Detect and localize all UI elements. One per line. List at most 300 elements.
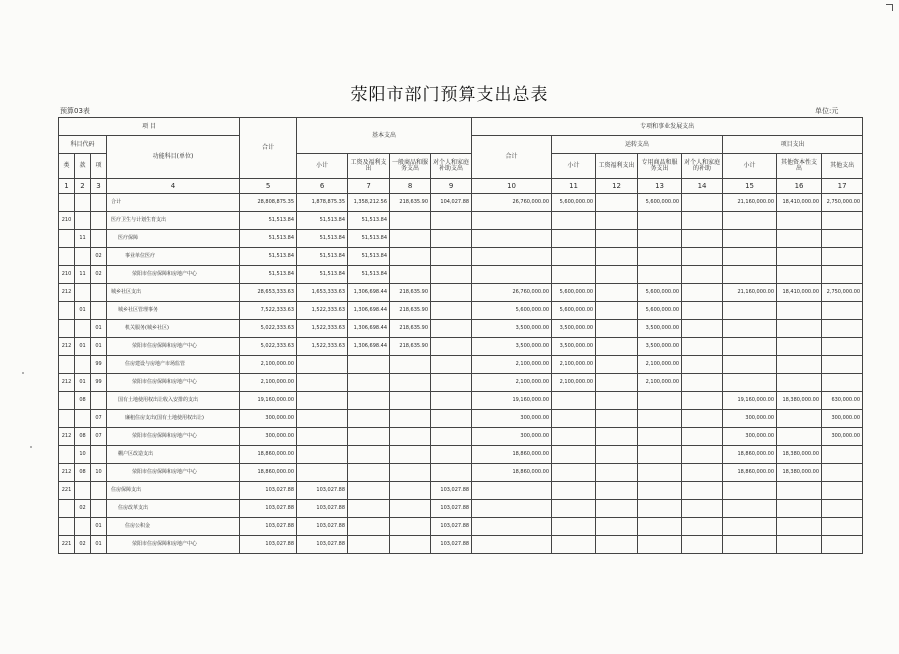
op-subsidy-cell	[682, 428, 723, 446]
code-kuan: 08	[75, 392, 91, 410]
op-goods-cell	[638, 536, 682, 554]
code-xiang: 99	[91, 356, 107, 374]
header-basic-salary: 工资及福利支出	[348, 154, 390, 179]
op-goods-cell: 3,500,000.00	[638, 338, 682, 356]
proj-capital-cell: 18,410,000.00	[777, 284, 822, 302]
code-xiang: 01	[91, 518, 107, 536]
proj-capital-cell	[777, 482, 822, 500]
scan-dot	[30, 446, 32, 448]
code-xiang: 01	[91, 536, 107, 554]
item-name: 医疗保障	[107, 230, 240, 248]
proj-subtotal-cell: 300,000.00	[723, 428, 777, 446]
op-subtotal-cell	[552, 464, 596, 482]
proj-other-cell	[822, 536, 863, 554]
op-subsidy-cell	[682, 230, 723, 248]
basic-subtotal-cell: 51,513.84	[297, 230, 348, 248]
basic-goods-cell	[390, 266, 431, 284]
total-cell: 300,000.00	[240, 428, 297, 446]
proj-capital-cell: 18,380,000.00	[777, 446, 822, 464]
basic-goods-cell	[390, 374, 431, 392]
code-lei: 212	[59, 464, 75, 482]
code-kuan: 01	[75, 374, 91, 392]
code-xiang: 99	[91, 374, 107, 392]
header-lei: 类	[59, 154, 75, 179]
item-name: 合计	[107, 194, 240, 212]
op-salary-cell	[596, 230, 638, 248]
code-kuan	[75, 320, 91, 338]
proj-subtotal-cell	[723, 248, 777, 266]
proj-subtotal-cell: 21,160,000.00	[723, 194, 777, 212]
code-lei	[59, 302, 75, 320]
item-name: 医疗卫生与计划生育支出	[107, 212, 240, 230]
code-xiang	[91, 284, 107, 302]
total-cell: 51,513.84	[240, 212, 297, 230]
special-total-cell: 300,000.00	[472, 410, 552, 428]
column-index-cell: 10	[472, 179, 552, 194]
item-name: 住房改革支出	[107, 500, 240, 518]
item-name: 棚户区改造支出	[107, 446, 240, 464]
op-goods-cell	[638, 266, 682, 284]
basic-salary-cell	[348, 536, 390, 554]
basic-goods-cell: 218,635.90	[390, 320, 431, 338]
table-row	[59, 248, 863, 266]
code-kuan: 01	[75, 302, 91, 320]
op-subsidy-cell	[682, 248, 723, 266]
basic-subtotal-cell: 103,027.88	[297, 536, 348, 554]
basic-salary-cell	[348, 464, 390, 482]
item-name: 住房保障支出	[107, 482, 240, 500]
code-xiang: 01	[91, 320, 107, 338]
special-total-cell: 300,000.00	[472, 428, 552, 446]
basic-salary-cell: 1,358,212.56	[348, 194, 390, 212]
proj-other-cell	[822, 302, 863, 320]
proj-subtotal-cell	[723, 230, 777, 248]
column-index-cell: 5	[240, 179, 297, 194]
op-subsidy-cell	[682, 536, 723, 554]
op-subsidy-cell	[682, 284, 723, 302]
op-subsidy-cell	[682, 500, 723, 518]
proj-capital-cell	[777, 428, 822, 446]
basic-subsidy-cell: 103,027.88	[431, 536, 472, 554]
op-goods-cell	[638, 446, 682, 464]
basic-salary-cell: 51,513.84	[348, 266, 390, 284]
column-index-cell: 1	[59, 179, 75, 194]
header-unit-name: 功能科目(单位)	[107, 136, 240, 179]
header-basic-goods: 一般商品和服务支出	[390, 154, 431, 179]
proj-subtotal-cell	[723, 266, 777, 284]
item-name: 荥阳市住房保障和房地产中心	[107, 338, 240, 356]
code-kuan	[75, 518, 91, 536]
scan-dot	[22, 372, 24, 374]
basic-salary-cell	[348, 428, 390, 446]
total-cell: 2,100,000.00	[240, 356, 297, 374]
total-cell: 300,000.00	[240, 410, 297, 428]
proj-capital-cell	[777, 536, 822, 554]
table-row	[59, 266, 863, 284]
code-kuan: 01	[75, 338, 91, 356]
op-subtotal-cell	[552, 410, 596, 428]
total-cell: 103,027.88	[240, 536, 297, 554]
proj-other-cell	[822, 212, 863, 230]
basic-subsidy-cell	[431, 320, 472, 338]
op-goods-cell: 2,100,000.00	[638, 356, 682, 374]
basic-subsidy-cell	[431, 248, 472, 266]
proj-capital-cell	[777, 248, 822, 266]
code-lei: 212	[59, 338, 75, 356]
op-subtotal-cell	[552, 482, 596, 500]
basic-subsidy-cell	[431, 374, 472, 392]
basic-salary-cell	[348, 410, 390, 428]
basic-goods-cell	[390, 428, 431, 446]
basic-subsidy-cell: 103,027.88	[431, 482, 472, 500]
code-kuan: 08	[75, 428, 91, 446]
item-name: 住房建设与房地产市场监管	[107, 356, 240, 374]
op-salary-cell	[596, 284, 638, 302]
code-xiang	[91, 446, 107, 464]
total-cell: 7,522,333.63	[240, 302, 297, 320]
table-row	[59, 446, 863, 464]
code-lei	[59, 356, 75, 374]
table-row	[59, 212, 863, 230]
basic-goods-cell: 218,635.90	[390, 302, 431, 320]
basic-salary-cell	[348, 374, 390, 392]
special-total-cell	[472, 248, 552, 266]
basic-subtotal-cell: 1,522,333.63	[297, 338, 348, 356]
op-goods-cell	[638, 230, 682, 248]
basic-salary-cell	[348, 392, 390, 410]
op-subsidy-cell	[682, 266, 723, 284]
header-kuan: 款	[75, 154, 91, 179]
basic-subsidy-cell	[431, 338, 472, 356]
proj-subtotal-cell	[723, 302, 777, 320]
code-lei	[59, 392, 75, 410]
basic-goods-cell	[390, 482, 431, 500]
total-cell: 103,027.88	[240, 500, 297, 518]
code-xiang	[91, 392, 107, 410]
column-index-row	[59, 179, 863, 194]
code-lei	[59, 500, 75, 518]
header-subject-code: 科目代码	[59, 136, 107, 154]
op-subtotal-cell: 5,600,000.00	[552, 302, 596, 320]
op-salary-cell	[596, 320, 638, 338]
op-goods-cell: 5,600,000.00	[638, 284, 682, 302]
code-kuan: 11	[75, 266, 91, 284]
item-name: 事业单位医疗	[107, 248, 240, 266]
column-index-cell: 3	[91, 179, 107, 194]
code-lei: 221	[59, 536, 75, 554]
proj-subtotal-cell: 19,160,000.00	[723, 392, 777, 410]
basic-subsidy-cell	[431, 446, 472, 464]
basic-goods-cell: 218,635.90	[390, 194, 431, 212]
basic-subtotal-cell: 51,513.84	[297, 248, 348, 266]
special-total-cell	[472, 482, 552, 500]
basic-subsidy-cell	[431, 266, 472, 284]
basic-subtotal-cell: 103,027.88	[297, 500, 348, 518]
op-subsidy-cell	[682, 482, 723, 500]
item-name: 荥阳市住房保障和房地产中心	[107, 536, 240, 554]
special-total-cell: 5,600,000.00	[472, 302, 552, 320]
column-index-cell: 4	[107, 179, 240, 194]
proj-capital-cell	[777, 500, 822, 518]
code-lei: 212	[59, 374, 75, 392]
proj-other-cell: 300,000.00	[822, 410, 863, 428]
proj-subtotal-cell	[723, 518, 777, 536]
proj-subtotal-cell: 21,160,000.00	[723, 284, 777, 302]
special-total-cell: 18,860,000.00	[472, 464, 552, 482]
op-salary-cell	[596, 302, 638, 320]
table-row	[59, 392, 863, 410]
code-xiang	[91, 482, 107, 500]
basic-subsidy-cell	[431, 428, 472, 446]
proj-other-cell	[822, 320, 863, 338]
basic-subtotal-cell: 103,027.88	[297, 482, 348, 500]
basic-goods-cell	[390, 230, 431, 248]
op-subsidy-cell	[682, 464, 723, 482]
code-xiang	[91, 194, 107, 212]
proj-other-cell: 300,000.00	[822, 428, 863, 446]
item-name: 廉租住房支出(国有土地使用权出让)	[107, 410, 240, 428]
basic-salary-cell: 51,513.84	[348, 230, 390, 248]
op-goods-cell: 3,500,000.00	[638, 320, 682, 338]
op-salary-cell	[596, 392, 638, 410]
special-total-cell: 26,760,000.00	[472, 194, 552, 212]
proj-other-cell	[822, 356, 863, 374]
basic-subtotal-cell: 1,878,875.35	[297, 194, 348, 212]
column-index-cell: 7	[348, 179, 390, 194]
total-cell: 5,022,333.63	[240, 338, 297, 356]
basic-subtotal-cell	[297, 446, 348, 464]
op-goods-cell: 5,600,000.00	[638, 194, 682, 212]
basic-goods-cell	[390, 356, 431, 374]
proj-other-cell	[822, 230, 863, 248]
basic-subsidy-cell	[431, 212, 472, 230]
column-index-cell: 2	[75, 179, 91, 194]
header-op-salary: 工资福利支出	[596, 154, 638, 179]
code-kuan	[75, 212, 91, 230]
basic-subtotal-cell: 103,027.88	[297, 518, 348, 536]
total-cell: 19,160,000.00	[240, 392, 297, 410]
proj-other-cell: 630,000.00	[822, 392, 863, 410]
basic-subsidy-cell: 103,027.88	[431, 518, 472, 536]
code-lei	[59, 194, 75, 212]
total-cell: 51,513.84	[240, 266, 297, 284]
basic-goods-cell	[390, 392, 431, 410]
op-goods-cell	[638, 518, 682, 536]
table-row	[59, 374, 863, 392]
code-kuan	[75, 284, 91, 302]
proj-capital-cell	[777, 266, 822, 284]
code-lei	[59, 230, 75, 248]
table-row	[59, 194, 863, 212]
total-cell: 18,860,000.00	[240, 464, 297, 482]
basic-goods-cell	[390, 518, 431, 536]
basic-subtotal-cell	[297, 356, 348, 374]
item-name: 荥阳市住房保障和房地产中心	[107, 464, 240, 482]
basic-goods-cell	[390, 212, 431, 230]
proj-other-cell	[822, 500, 863, 518]
header-op-goods: 专用商品和服务支出	[638, 154, 682, 179]
proj-other-cell: 2,750,000.00	[822, 284, 863, 302]
op-subsidy-cell	[682, 302, 723, 320]
proj-other-cell	[822, 482, 863, 500]
basic-salary-cell	[348, 518, 390, 536]
basic-subsidy-cell	[431, 356, 472, 374]
basic-salary-cell	[348, 482, 390, 500]
code-kuan: 02	[75, 500, 91, 518]
table-row	[59, 284, 863, 302]
special-total-cell	[472, 230, 552, 248]
header-basic-expenditure: 基本支出	[297, 118, 472, 154]
code-lei	[59, 446, 75, 464]
total-cell: 18,860,000.00	[240, 446, 297, 464]
proj-subtotal-cell	[723, 500, 777, 518]
total-cell: 2,100,000.00	[240, 374, 297, 392]
code-kuan	[75, 410, 91, 428]
op-salary-cell	[596, 338, 638, 356]
proj-capital-cell	[777, 230, 822, 248]
proj-other-cell	[822, 446, 863, 464]
total-cell: 103,027.88	[240, 518, 297, 536]
basic-salary-cell	[348, 356, 390, 374]
op-goods-cell	[638, 464, 682, 482]
op-subtotal-cell	[552, 428, 596, 446]
form-number: 预算03表	[60, 107, 90, 115]
scan-corner-mark	[886, 4, 893, 11]
op-goods-cell	[638, 500, 682, 518]
column-index-cell: 6	[297, 179, 348, 194]
table-row	[59, 356, 863, 374]
basic-subtotal-cell	[297, 410, 348, 428]
special-total-cell	[472, 212, 552, 230]
op-subsidy-cell	[682, 212, 723, 230]
total-cell: 51,513.84	[240, 230, 297, 248]
op-salary-cell	[596, 518, 638, 536]
basic-subtotal-cell	[297, 392, 348, 410]
code-xiang: 07	[91, 428, 107, 446]
header-basic-subtotal: 小计	[297, 154, 348, 179]
basic-salary-cell: 1,306,698.44	[348, 302, 390, 320]
code-lei: 212	[59, 284, 75, 302]
op-subtotal-cell	[552, 212, 596, 230]
op-subtotal-cell: 3,500,000.00	[552, 320, 596, 338]
table-row	[59, 410, 863, 428]
proj-other-cell: 2,750,000.00	[822, 194, 863, 212]
total-cell: 5,022,333.63	[240, 320, 297, 338]
header-project: 项 目	[59, 118, 240, 136]
code-lei: 212	[59, 428, 75, 446]
special-total-cell	[472, 518, 552, 536]
op-subsidy-cell	[682, 194, 723, 212]
proj-subtotal-cell: 18,860,000.00	[723, 464, 777, 482]
basic-salary-cell: 51,513.84	[348, 212, 390, 230]
header-xiang: 项	[91, 154, 107, 179]
basic-subtotal-cell	[297, 464, 348, 482]
special-total-cell: 18,860,000.00	[472, 446, 552, 464]
table-row	[59, 482, 863, 500]
basic-subtotal-cell: 1,653,333.63	[297, 284, 348, 302]
proj-other-cell	[822, 464, 863, 482]
op-subtotal-cell	[552, 248, 596, 266]
proj-capital-cell	[777, 302, 822, 320]
code-xiang	[91, 212, 107, 230]
column-index-cell: 13	[638, 179, 682, 194]
op-salary-cell	[596, 428, 638, 446]
item-name: 城乡社区支出	[107, 284, 240, 302]
op-salary-cell	[596, 500, 638, 518]
code-kuan: 08	[75, 464, 91, 482]
header-total: 合计	[240, 118, 297, 179]
op-subsidy-cell	[682, 410, 723, 428]
table-row	[59, 536, 863, 554]
proj-subtotal-cell: 18,860,000.00	[723, 446, 777, 464]
proj-subtotal-cell	[723, 482, 777, 500]
basic-subsidy-cell	[431, 392, 472, 410]
special-total-cell: 19,160,000.00	[472, 392, 552, 410]
header-op-subsidy: 对个人和家庭的补助	[682, 154, 723, 179]
proj-capital-cell: 18,380,000.00	[777, 464, 822, 482]
header-special-expenditure: 专项和事业发展支出	[472, 118, 863, 136]
op-salary-cell	[596, 356, 638, 374]
basic-subsidy-cell: 103,027.88	[431, 500, 472, 518]
header-op-subtotal: 小计	[552, 154, 596, 179]
basic-goods-cell	[390, 536, 431, 554]
item-name: 城乡社区管理事务	[107, 302, 240, 320]
special-total-cell	[472, 536, 552, 554]
proj-capital-cell	[777, 320, 822, 338]
special-total-cell	[472, 266, 552, 284]
code-kuan	[75, 194, 91, 212]
proj-subtotal-cell	[723, 338, 777, 356]
proj-subtotal-cell: 300,000.00	[723, 410, 777, 428]
column-index-cell: 17	[822, 179, 863, 194]
code-kuan: 02	[75, 536, 91, 554]
table-row	[59, 518, 863, 536]
code-lei: 210	[59, 212, 75, 230]
column-index-cell: 15	[723, 179, 777, 194]
proj-capital-cell	[777, 212, 822, 230]
proj-subtotal-cell	[723, 212, 777, 230]
header-proj-subtotal: 小计	[723, 154, 777, 179]
op-subsidy-cell	[682, 338, 723, 356]
item-name: 荥阳市住房保障和房地产中心	[107, 428, 240, 446]
op-goods-cell	[638, 392, 682, 410]
header-operating: 运转支出	[552, 136, 723, 154]
basic-goods-cell	[390, 500, 431, 518]
code-xiang: 02	[91, 266, 107, 284]
special-total-cell: 3,500,000.00	[472, 320, 552, 338]
basic-subsidy-cell	[431, 230, 472, 248]
basic-subtotal-cell: 1,522,333.63	[297, 320, 348, 338]
basic-salary-cell	[348, 500, 390, 518]
op-subsidy-cell	[682, 392, 723, 410]
basic-salary-cell: 1,306,698.44	[348, 338, 390, 356]
op-subtotal-cell	[552, 446, 596, 464]
proj-capital-cell	[777, 410, 822, 428]
column-index-cell: 16	[777, 179, 822, 194]
column-index-cell: 12	[596, 179, 638, 194]
proj-capital-cell	[777, 338, 822, 356]
op-subsidy-cell	[682, 446, 723, 464]
proj-capital-cell	[777, 374, 822, 392]
proj-capital-cell: 18,410,000.00	[777, 194, 822, 212]
code-xiang	[91, 230, 107, 248]
total-cell: 28,808,875.35	[240, 194, 297, 212]
op-subtotal-cell	[552, 230, 596, 248]
table-row	[59, 338, 863, 356]
code-xiang	[91, 500, 107, 518]
item-name: 住房公积金	[107, 518, 240, 536]
header-basic-subsidy: 对个人和家庭补助支出	[431, 154, 472, 179]
